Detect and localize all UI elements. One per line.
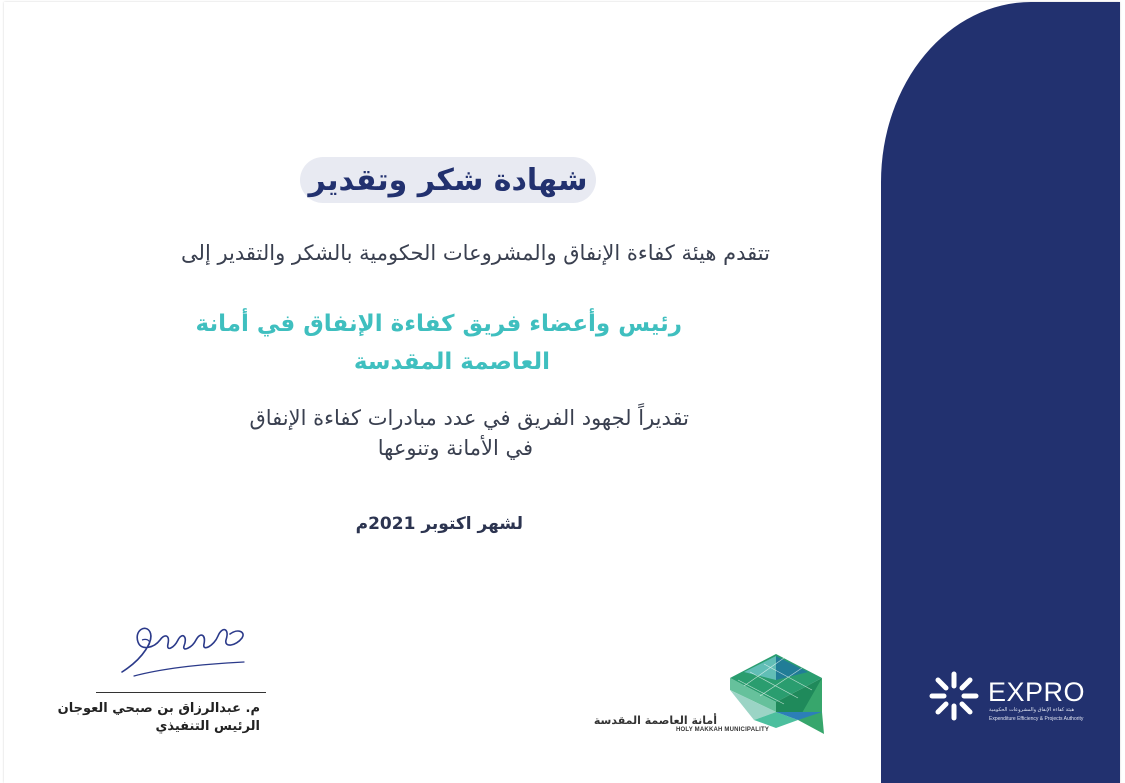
recipient-line-1: رئيس وأعضاء فريق كفاءة الإنفاق في أمانة <box>195 311 682 337</box>
certificate-date: لشهر اكتوبر 2021م <box>355 514 523 534</box>
side-panel <box>881 2 1120 783</box>
recipient-line-2: العاصمة المقدسة <box>353 349 550 375</box>
signer-title: الرئيس التنفيذي <box>155 719 260 734</box>
signature-line <box>96 692 266 693</box>
municipality-name-en: HOLY MAKKAH MUNICIPALITY <box>676 727 770 733</box>
title-pill <box>300 157 596 203</box>
municipality-name-ar: أمانة العاصمة المقدسة <box>593 714 717 727</box>
reason-line-2: في الأمانة وتنوعها <box>377 436 533 460</box>
reason-line-1: تقديراً لجهود الفريق في عدد مبادرات كفاءة الإنفاق <box>249 406 689 430</box>
certificate-title: شهادة شكر وتقدير <box>308 162 588 198</box>
signature-icon <box>114 618 254 680</box>
expro-logo-icon <box>926 668 982 724</box>
expro-name-ar: هيئة كفاءة الإنفاق والمشروعات الحكومية <box>989 707 1075 713</box>
signer-name: م. عبدالرزاق بن صبحي العوجان <box>57 701 260 716</box>
intro-text: تتقدم هيئة كفاءة الإنفاق والمشروعات الحكومية بالشكر والتقدير إلى <box>181 241 770 265</box>
expro-wordmark: EXPRO <box>988 677 1086 707</box>
expro-name-en: Expenditure Efficiency & Projects Authority <box>989 716 1084 722</box>
certificate-page <box>4 2 1120 783</box>
